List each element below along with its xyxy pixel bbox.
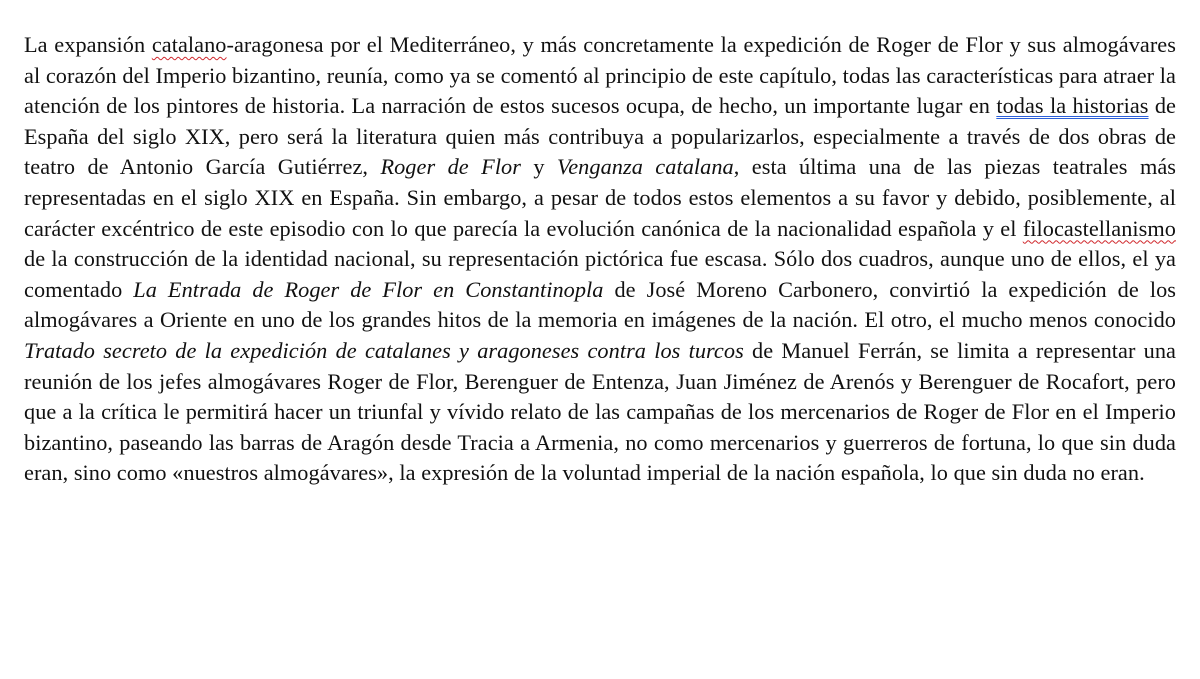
text-run: de España del siglo XIX, pero será la literatura quien más contribuya a popularizarlos, especialmente a través de dos obras de teatro de Antonio García Gutiérrez, [24,93,1176,180]
italic-title: Roger de Flor [380,154,521,180]
document-page [24,30,1176,489]
text-run: La expansión [24,32,152,57]
italic-title: Tratado secreto de la expedición de catalanes y aragoneses contra los turcos [24,337,744,363]
italic-title: Venganza catalana [557,154,734,180]
text-run: -aragonesa por el Mediterráneo, y más concretamente la expedición de Roger de Flor y sus almogávares al corazón del Imperio bizantino, reunía, como ya se comentó al principio de este capítulo, todas las características para atraer la atención de los pintores de historia. La narración de estos sucesos ocupa, de hecho, un importante lugar en [24,32,1176,119]
body-paragraph [24,30,1176,489]
italic-title: La Entrada de Roger de Flor en Constantinopla [133,276,604,302]
spelling-flagged-word[interactable]: filocastellanismo [1022,215,1176,241]
grammar-flagged-phrase[interactable]: todas la historias [996,93,1149,119]
text-run: y [521,154,558,180]
text-run: de la construcción de la identidad nacional, su representación pictórica fue escasa. Sólo dos cuadros, aunque uno de ellos, el ya comentado [24,246,1176,302]
text-run: , esta última una de las piezas teatrales más representadas en el siglo XIX en España. Sin embargo, a pesar de todos estos elementos a su favor y debido, posiblemente, al carácter excéntrico de este episodio con lo que parecía la evolución canónica de la nacionalidad española y el [24,154,1177,241]
spelling-flagged-word[interactable]: catalano [151,32,227,57]
text-run: de José Moreno Carbonero, convirtió la expedición de los almogávares a Oriente en uno de los grandes hitos de la memoria en imágenes de la nación. El otro, el mucho menos conocido [24,276,1176,333]
text-run: de Manuel Ferrán, se limita a representar una reunión de los jefes almogávares Roger de Flor, Berenguer de Entenza, Juan Jiménez de Arenós y Berenguer de Rocafort, pero que a la crítica le permitirá hacer un triunfal y vívido relato de las campañas de los mercenarios de Roger de Flor en el Imperio bizantino, paseando las barras de Aragón desde Tracia a Armenia, no como mercenarios y guerreros de fortuna, lo que sin duda eran, sino como «nuestros almogávares», la expresión de la voluntad imperial de la nación española, lo que sin duda no eran. [24,337,1176,486]
